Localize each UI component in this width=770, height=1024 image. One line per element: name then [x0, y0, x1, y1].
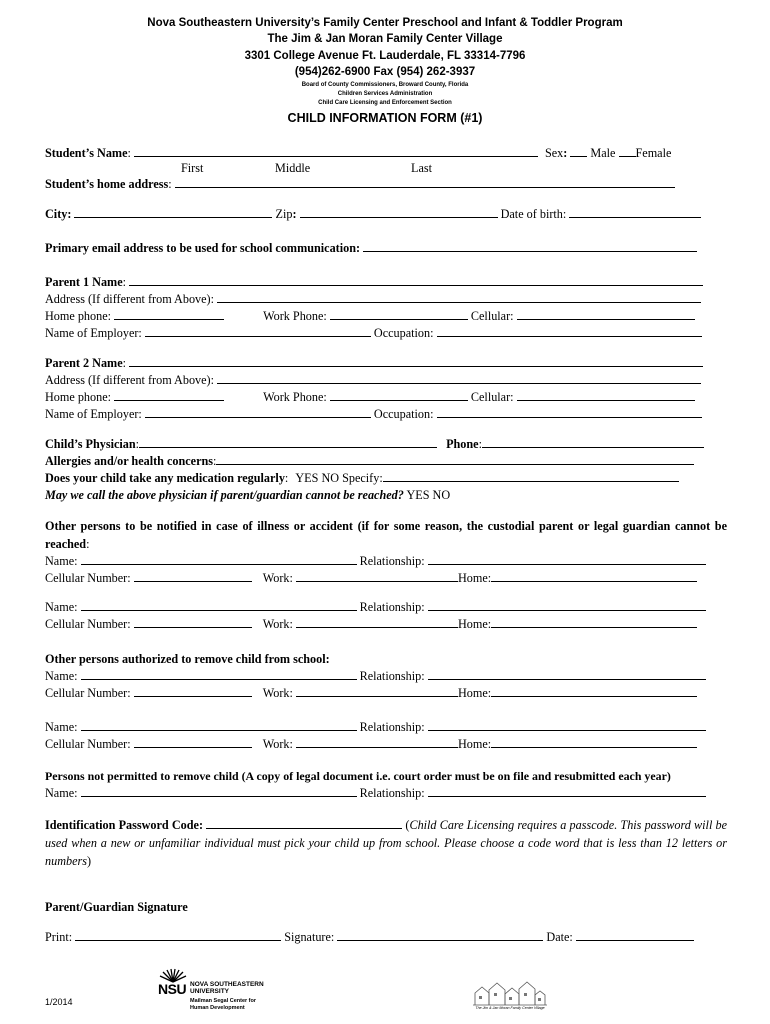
parent2-cellular-field[interactable]: [517, 390, 695, 401]
parent1-home-phone-label: Home phone:: [45, 309, 112, 323]
not-permitted-name-field[interactable]: [81, 786, 357, 797]
notify1-relationship-label: Relationship:: [359, 554, 425, 568]
notify2-home-label: Home:: [457, 617, 492, 631]
parent2-employer-row: [45, 407, 702, 421]
center-name: [190, 998, 256, 1012]
male-field[interactable]: [570, 146, 587, 157]
signature-field[interactable]: [337, 930, 543, 941]
notify2-name-label: Name:: [45, 600, 78, 614]
medication-yes[interactable]: YES: [295, 471, 319, 485]
notify2-cell-field[interactable]: [134, 617, 252, 628]
parent1-employer-label: Name of Employer:: [45, 326, 142, 340]
notify1-name-field[interactable]: [81, 554, 357, 565]
auth1-work-label: Work:: [262, 686, 293, 700]
city-field[interactable]: [74, 207, 272, 218]
parent2-address-label: Address (If different from Above):: [45, 373, 214, 387]
center-name-line2: Human Development: [190, 1005, 245, 1011]
auth2-name-row: [45, 720, 706, 734]
notify1-home-label: Home:: [457, 571, 492, 585]
parent1-work-phone-label: Work Phone:: [263, 309, 327, 323]
signature-heading: Parent/Guardian Signature: [45, 900, 188, 914]
parent1-work-phone-field[interactable]: [330, 309, 468, 320]
parent2-home-phone-label: Home phone:: [45, 390, 112, 404]
notify1-cell-field[interactable]: [134, 571, 252, 582]
home-address-label: Student’s home address: [45, 177, 169, 191]
notify2-home-field[interactable]: [491, 617, 697, 628]
parent2-occupation-field[interactable]: [437, 407, 702, 418]
medication-label: Does your child take any medication regularly: [45, 471, 285, 485]
nsu-abbr: NSU: [158, 981, 187, 997]
call-physician-yes[interactable]: YES: [406, 488, 430, 502]
notify2-relationship-field[interactable]: [428, 600, 706, 611]
parent1-home-phone-field[interactable]: [114, 309, 224, 320]
notify2-work-label: Work:: [262, 617, 293, 631]
auth1-work-field[interactable]: [296, 686, 458, 697]
password-field[interactable]: [206, 818, 402, 829]
auth2-relationship-field[interactable]: [428, 720, 706, 731]
medication-no[interactable]: NO: [321, 471, 340, 485]
home-address-row: Student’s home address:: [45, 177, 675, 191]
header-small-2: Children Services Administration: [337, 91, 433, 97]
parent1-cellular-field[interactable]: [517, 309, 695, 320]
parent1-employer-row: [45, 326, 702, 340]
auth2-home-field[interactable]: [491, 737, 697, 748]
auth2-phone-row: [45, 737, 697, 751]
family-village-logo: [472, 977, 548, 1013]
specify-label: Specify:: [342, 471, 383, 485]
not-permitted-name-label: Name:: [45, 786, 78, 800]
form-title: CHILD INFORMATION FORM (#1): [287, 111, 483, 125]
physician-row: Child’s Physician: Phone:: [45, 437, 704, 451]
parent2-employer-field[interactable]: [145, 407, 371, 418]
student-name-field[interactable]: [134, 146, 538, 157]
header-line-1: Nova Southeastern University’s Family Center Preschool and Infant & Toddler Program: [147, 17, 623, 29]
auth2-cell-label: Cellular Number:: [45, 737, 131, 751]
header-small-3: Child Care Licensing and Enforcement Section: [318, 100, 452, 106]
parent2-home-phone-field[interactable]: [114, 390, 224, 401]
village-caption: The Jim & Jan Moran Family Center Village: [475, 1006, 545, 1010]
email-row: [45, 241, 697, 255]
parent1-cellular-label: Cellular:: [470, 309, 514, 323]
allergies-label: Allergies and/or health concerns: [45, 454, 214, 468]
medication-row: Does your child take any medication regularly: YES NO Specify:: [45, 471, 679, 485]
auth2-work-label: Work:: [262, 737, 293, 751]
auth1-name-label: Name:: [45, 669, 78, 683]
auth2-home-label: Home:: [457, 737, 492, 751]
call-physician-no[interactable]: NO: [432, 488, 451, 502]
date-label: Date:: [546, 930, 573, 944]
auth1-relationship-label: Relationship:: [359, 669, 425, 683]
nsu-name-line2: UNIVERSITY: [190, 988, 230, 995]
parent2-phone-row: [45, 390, 695, 404]
date-field[interactable]: [576, 930, 694, 941]
not-permitted-name-row: [45, 786, 706, 800]
auth2-work-field[interactable]: [296, 737, 458, 748]
signature-row: [45, 930, 694, 944]
not-permitted-heading: Persons not permitted to remove child (A copy of legal document i.e. court order must be on file and resubmitted each year): [45, 769, 671, 783]
physician-label: Child’s Physician: [45, 437, 136, 451]
call-physician-question: May we call the above physician if parent/guardian cannot be reached?: [45, 488, 404, 502]
home-address-field[interactable]: [175, 177, 675, 188]
header-line-2: The Jim & Jan Moran Family Center Village: [267, 33, 503, 45]
parent1-name-label: Parent 1 Name: [45, 275, 123, 289]
notify1-name-row: [45, 554, 706, 568]
physician-phone-label: Phone: [446, 437, 479, 451]
notify1-work-field[interactable]: [296, 571, 458, 582]
authorized-heading: Other persons authorized to remove child from school:: [45, 652, 330, 666]
notify1-relationship-field[interactable]: [428, 554, 706, 565]
student-name-row: Student’s Name: Sex: Male Female: [45, 146, 672, 160]
notify2-cell-label: Cellular Number:: [45, 617, 131, 631]
print-field[interactable]: [75, 930, 281, 941]
city-row: City: Zip: Date of birth:: [45, 207, 701, 221]
email-field[interactable]: [363, 241, 697, 252]
center-name-line1: Mailman Segal Center for: [190, 998, 257, 1004]
auth2-name-field[interactable]: [81, 720, 357, 731]
not-permitted-relationship-field[interactable]: [428, 786, 706, 797]
call-physician-row: [45, 488, 450, 502]
notify1-cell-label: Cellular Number:: [45, 571, 131, 585]
last-caption: Last: [411, 161, 432, 175]
notify2-relationship-label: Relationship:: [359, 600, 425, 614]
parent2-address-row: [45, 373, 701, 387]
nsu-logo: [156, 968, 276, 1014]
auth2-cell-field[interactable]: [134, 737, 252, 748]
auth1-name-field[interactable]: [81, 669, 357, 680]
auth2-name-label: Name:: [45, 720, 78, 734]
parent1-name-field[interactable]: [129, 275, 703, 286]
signature-label: Signature:: [284, 930, 335, 944]
parent1-phone-row: [45, 309, 695, 323]
parent1-occupation-field[interactable]: [437, 326, 702, 337]
header-line-3: 3301 College Avenue Ft. Lauderdale, FL 33314-7796: [244, 50, 526, 62]
header-small-1: Board of County Commissioners, Broward County, Florida: [301, 82, 469, 88]
allergies-field[interactable]: [216, 454, 694, 465]
parent1-address-row: [45, 292, 701, 306]
parent1-employer-field[interactable]: [145, 326, 371, 337]
print-label: Print:: [45, 930, 73, 944]
dob-field[interactable]: [569, 207, 701, 218]
header-line-4: (954)262-6900 Fax (954) 262-3937: [294, 66, 476, 78]
zip-field[interactable]: [300, 207, 498, 218]
parent2-work-phone-label: Work Phone:: [263, 390, 327, 404]
city-label: City:: [45, 207, 72, 221]
parent1-name-row: Parent 1 Name:: [45, 275, 703, 289]
village-houses-icon: [472, 977, 548, 1007]
parent2-address-field[interactable]: [217, 373, 701, 384]
password-note: Child Care Licensing requires a passcode. This password will be used when a new or unfamiliar individual must pick your child up from school. Please choose a code word that is less than 12 letters or numbers: [45, 818, 728, 868]
email-label: Primary email address to be used for school communication:: [45, 241, 361, 255]
auth2-relationship-label: Relationship:: [359, 720, 425, 734]
auth1-relationship-field[interactable]: [428, 669, 706, 680]
parent2-employer-label: Name of Employer:: [45, 407, 142, 421]
female-field[interactable]: [619, 146, 636, 157]
dob-label: Date of birth:: [500, 207, 567, 221]
auth1-name-row: [45, 669, 706, 683]
password-block: Identification Password Code: (Child Care Licensing requires a passcode. This password will be used when a new or unfamiliar individual must pick your child up from school. Please choose a code word that is less than 12 letters or numbers): [45, 818, 728, 868]
parent1-address-field[interactable]: [217, 292, 701, 303]
parent2-work-phone-field[interactable]: [330, 390, 468, 401]
physician-phone-field[interactable]: [482, 437, 704, 448]
middle-caption: Middle: [275, 161, 311, 175]
notify2-phone-row: [45, 617, 697, 631]
parent2-occupation-label: Occupation:: [373, 407, 434, 421]
allergies-row: Allergies and/or health concerns:: [45, 454, 694, 468]
nsu-name-line1: NOVA SOUTHEASTERN: [190, 981, 264, 988]
notify2-name-row: [45, 600, 706, 614]
parent1-occupation-label: Occupation:: [373, 326, 434, 340]
notify2-name-field[interactable]: [81, 600, 357, 611]
auth1-phone-row: [45, 686, 697, 700]
zip-label: Zip: [275, 207, 293, 221]
parent1-address-label: Address (If different from Above):: [45, 292, 214, 306]
auth1-cell-label: Cellular Number:: [45, 686, 131, 700]
notify1-name-label: Name:: [45, 554, 78, 568]
female-label: Female: [635, 146, 672, 160]
notify2-work-field[interactable]: [296, 617, 458, 628]
password-label: Identification Password Code:: [45, 818, 204, 832]
parent2-name-label: Parent 2 Name: [45, 356, 123, 370]
notify1-phone-row: [45, 571, 697, 585]
sex-label: Sex: [544, 146, 564, 160]
notify1-work-label: Work:: [262, 571, 293, 585]
revision-date: 1/2014: [45, 997, 73, 1007]
physician-field[interactable]: [139, 437, 437, 448]
first-caption: First: [181, 161, 204, 175]
parent2-name-row: Parent 2 Name:: [45, 356, 703, 370]
auth1-cell-field[interactable]: [134, 686, 252, 697]
notify1-home-field[interactable]: [491, 571, 697, 582]
auth1-home-field[interactable]: [491, 686, 697, 697]
student-name-label: Student’s Name: [45, 146, 128, 160]
male-label: Male: [590, 146, 616, 160]
auth1-home-label: Home:: [457, 686, 492, 700]
not-permitted-relationship-label: Relationship:: [359, 786, 425, 800]
nsu-name: [190, 981, 264, 995]
notify-heading: Other persons to be notified in case of illness or accident (if for some reason, the custodial parent or legal guardian cannot be reached:: [45, 519, 727, 551]
specify-field[interactable]: [383, 471, 679, 482]
parent2-cellular-label: Cellular:: [470, 390, 514, 404]
parent2-name-field[interactable]: [129, 356, 703, 367]
